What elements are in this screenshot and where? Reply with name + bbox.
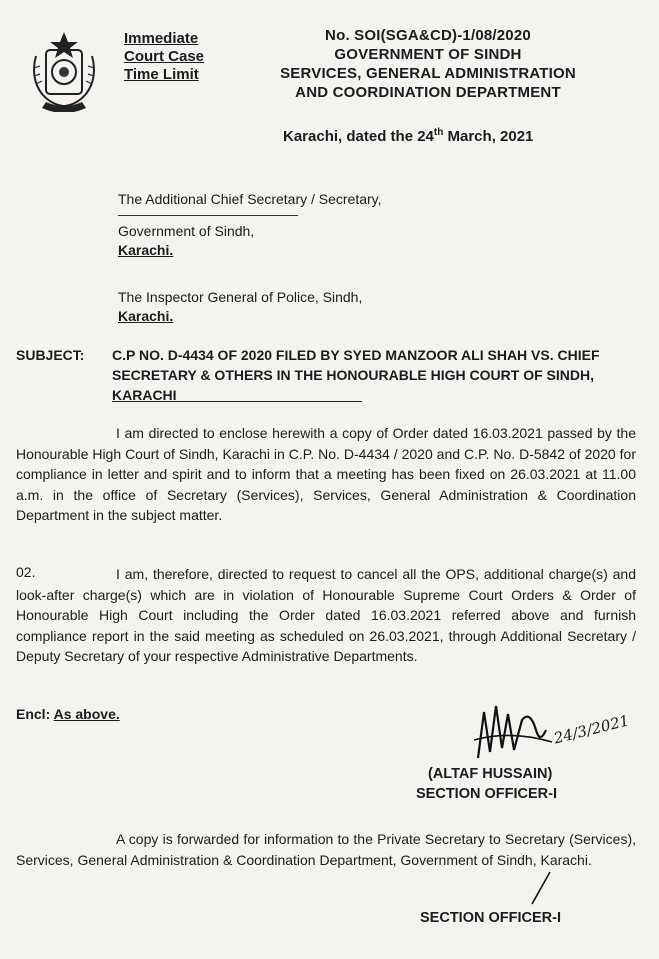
subject-text: C.P NO. D-4434 OF 2020 FILED BY SYED MANZOOR ALI SHAH VS. CHIEF SECRETARY & OTHERS IN THE HONOURABLE HIGH COURT OF SINDH, KARACHI [112,347,600,403]
urgency-court-case: Court Case [124,48,205,65]
subject-underline [112,401,362,402]
urgency-time-limit: Time Limit [124,66,199,83]
addressee-1-line1: The Additional Chief Secretary / Secretary, [118,191,382,207]
copy-forwarded-paragraph: A copy is forwarded for information to the Private Secretary to Secretary (Services), Services, General Administration & Coordination Department, Government of Sindh, Karachi. [16,831,636,868]
addressee-1 [118,190,382,260]
paragraph-2-number: 02. [16,564,36,580]
subject-label: SUBJECT: [16,347,85,363]
handwritten-date: 24/3/2021 [552,711,631,748]
department-line-1: SERVICES, GENERAL ADMINISTRATION [280,65,576,82]
enclosure-label: Encl: [16,706,51,722]
date-suffix: March, 2021 [443,128,534,145]
date-prefix: Karachi, dated the 24 [283,128,434,145]
addressee-2 [118,288,362,326]
letter-header [258,26,598,102]
handwritten-initial [526,870,556,906]
date-superscript: th [433,127,444,138]
letter-date [283,127,533,145]
signatory-title: SECTION OFFICER-I [416,786,557,802]
signatory-name: (ALTAF HUSSAIN) [428,766,553,782]
urgency-immediate: Immediate [124,30,199,47]
sindh-government-emblem [22,28,106,112]
body-paragraph-2: I am, therefore, directed to request to cancel all the OPS, additional charge(s) and look-after charge(s) which are in violation of Honourable Supreme Court Orders & Order of Honourable High Court including the Order dated 16.03.2021 referred above and furnish compliance report in the said meeting as scheduled on 26.03.2021, through Additional Secretary / Deputy Secretary of your respective Administrative Departments. [16,566,636,664]
government-name: GOVERNMENT OF SINDH [334,46,522,63]
addressee-1-line2: Government of Sindh, [118,223,255,239]
addressee-2-city: Karachi. [118,308,174,324]
letter-number: No. SOI(SGA&CD)-1/08/2020 [325,27,531,44]
addressee-2-line1: The Inspector General of Police, Sindh, [118,289,363,305]
body-paragraph-1: I am directed to enclose herewith a copy of Order dated 16.03.2021 passed by the Honourable High Court of Sindh, Karachi in C.P. No. D-4434 / 2020 and C.P. No. D-5842 of 2020 for compliance in letter and spirit and to inform that a meeting has been fixed on 26.03.2021 at 11.00 a.m. in the office of Secretary (Services), Services, General Administration & Coordination Department in the subject matter. [16,425,636,523]
enclosure [16,706,120,722]
department-line-2: AND COORDINATION DEPARTMENT [295,84,561,101]
urgency-labels [124,30,204,84]
addressee-divider [118,209,298,216]
enclosure-value: As above. [53,706,120,722]
footer-section-officer: SECTION OFFICER-I [420,910,561,926]
addressee-1-city: Karachi. [118,242,174,258]
